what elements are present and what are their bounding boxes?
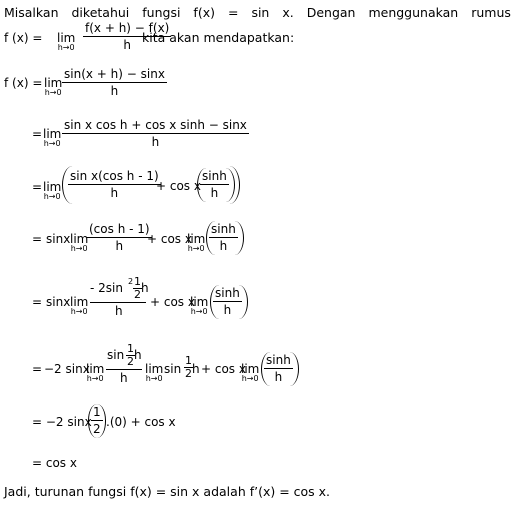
- limit-operator: [43, 181, 61, 201]
- intro-word: Dengan: [306, 5, 356, 20]
- h-variable: h: [141, 281, 149, 295]
- fraction-denominator: h: [120, 371, 128, 385]
- fraction-numerator: sin(x + h) − sinx: [64, 67, 165, 81]
- intro-word: =: [227, 5, 239, 20]
- fraction-numerator: sinh: [266, 353, 291, 367]
- lim-subscript: h→0: [241, 374, 259, 383]
- fraction-denominator: 2: [185, 367, 192, 380]
- sin-label: sin: [107, 348, 125, 362]
- fraction-numerator: (cos h - 1): [89, 222, 150, 236]
- fraction-denominator: h: [123, 38, 131, 52]
- lim-label: lim: [187, 232, 206, 246]
- h-variable: h: [192, 362, 200, 376]
- fraction-denominator: 2: [134, 288, 141, 301]
- neg-2-sinx-factor: −2 sinx: [44, 362, 90, 376]
- lim-subscript: h→0: [70, 244, 88, 253]
- square-superscript: 2: [128, 277, 134, 286]
- lim-subscript: h→0: [44, 88, 62, 97]
- lim-subscript: h→0: [145, 374, 163, 383]
- fraction-denominator: h: [274, 370, 283, 384]
- sin-label: sin: [164, 362, 182, 376]
- intro-line-2-suffix: kita akan mendapatkan:: [142, 30, 295, 45]
- step8-result: = cos x: [32, 456, 77, 470]
- fraction-numerator: 1: [134, 275, 141, 288]
- limit-operator: [145, 363, 163, 383]
- sinx-factor: sinx: [46, 232, 71, 246]
- limit-operator: [44, 77, 62, 97]
- intro-word: fungsi: [142, 5, 181, 20]
- lim-label: lim: [86, 362, 105, 376]
- lim-subscript: h→0: [187, 244, 205, 253]
- lim-subscript: h→0: [86, 374, 104, 383]
- lim-label: lim: [241, 362, 260, 376]
- plus-cos-x: + cos x: [150, 295, 195, 309]
- fraction-denominator: h: [210, 186, 219, 200]
- equals-sign: =: [32, 362, 43, 376]
- lim-subscript: h→0: [70, 307, 88, 316]
- h-variable: h: [134, 348, 142, 362]
- lim-subscript: h→0: [43, 139, 61, 148]
- limit-operator: [241, 363, 259, 383]
- step6-numerator: [106, 343, 142, 370]
- step1-fraction: [62, 67, 167, 98]
- fraction-denominator: h: [151, 135, 160, 149]
- intro-word: rumus: [471, 5, 511, 20]
- fraction-denominator: 2: [93, 422, 101, 436]
- fraction-numerator: sinh: [215, 286, 240, 300]
- plus-cos-x: + cos x: [147, 232, 192, 246]
- intro-line-1: [4, 5, 511, 20]
- fraction-numerator: sin x cos h + cos x sinh − sinx: [64, 118, 247, 132]
- fraction-numerator: sin x(cos h - 1): [70, 169, 159, 183]
- sinx-factor: sinx: [46, 295, 71, 309]
- lim-label: lim: [70, 232, 89, 246]
- intro-word: menggunakan: [368, 5, 459, 20]
- step5-numerator: [90, 275, 149, 303]
- fraction-denominator: h: [115, 304, 123, 318]
- step3-fraction: [68, 169, 161, 200]
- step7-prefix: = −2 sinx: [32, 415, 92, 429]
- fraction-numerator: 1: [185, 354, 192, 367]
- lim-subscript: h→0: [57, 43, 75, 52]
- limit-operator: [187, 233, 205, 253]
- limit-operator: [70, 233, 88, 253]
- fraction-denominator: h: [110, 84, 119, 98]
- fraction-denominator: h: [223, 303, 232, 317]
- sinh-over-h-fraction: [213, 286, 242, 317]
- neg-2sin: - 2sin: [90, 281, 123, 295]
- lim-label: lim: [43, 180, 62, 194]
- lim-label: lim: [145, 362, 164, 376]
- fraction-denominator: 2: [127, 355, 134, 368]
- conclusion-text: Jadi, turunan fungsi f(x) = sin x adalah f’(x) = cos x.: [4, 484, 331, 499]
- limit-operator: [70, 296, 88, 316]
- fraction-numerator: 1: [93, 405, 101, 419]
- lim-subscript: h→0: [190, 307, 208, 316]
- lim-label: lim: [44, 76, 63, 90]
- step7-tail: .(0) + cos x: [106, 415, 176, 429]
- sinh-over-h-fraction: [264, 353, 293, 384]
- intro-word: diketahui: [71, 5, 130, 20]
- limit-operator: [57, 32, 75, 52]
- intro-word: sin: [251, 5, 270, 20]
- lim-label: lim: [43, 127, 62, 141]
- step1-lhs: f (x) =: [4, 76, 43, 90]
- limit-operator: [86, 363, 104, 383]
- step2-fraction: [62, 118, 249, 149]
- derivative-definition-lhs: f (x) =: [4, 31, 43, 45]
- equals-sign: =: [32, 127, 43, 141]
- equals-sign: =: [32, 232, 43, 246]
- intro-word: x.: [282, 5, 294, 20]
- equals-sign: =: [32, 180, 43, 194]
- fraction-numerator: sinh: [202, 169, 227, 183]
- fraction-numerator: sinh: [211, 222, 236, 236]
- fraction-numerator: f(x + h) − f(x): [85, 21, 170, 35]
- intro-word: Misalkan: [4, 5, 59, 20]
- fraction-denominator: h: [110, 186, 119, 200]
- sinh-over-h-fraction: [200, 169, 229, 200]
- lim-label: lim: [57, 31, 76, 45]
- intro-word: f(x): [193, 5, 215, 20]
- step4-fraction: [87, 222, 152, 253]
- plus-cos-x: + cos x: [156, 179, 201, 193]
- fraction-denominator: h: [115, 239, 124, 253]
- fraction-numerator: 1: [127, 342, 134, 355]
- limit-operator: [190, 296, 208, 316]
- fraction-denominator: h: [219, 239, 228, 253]
- one-half-fraction: [91, 405, 103, 436]
- equals-sign: =: [32, 295, 43, 309]
- lim-label: lim: [190, 295, 209, 309]
- lim-subscript: h→0: [43, 192, 61, 201]
- limit-operator: [43, 128, 61, 148]
- lim-label: lim: [70, 295, 89, 309]
- sinh-over-h-fraction: [209, 222, 238, 253]
- plus-cos-x: + cos x: [201, 362, 246, 376]
